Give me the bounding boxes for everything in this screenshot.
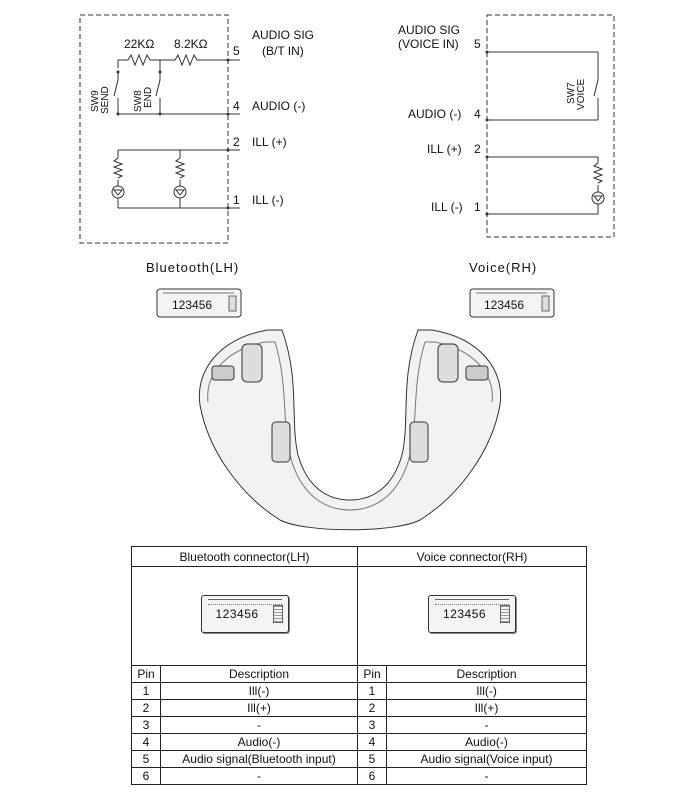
connector-lh-picture — [132, 567, 358, 666]
table-connector-rh-digits: 123456 — [443, 607, 487, 621]
connector-rh — [470, 289, 554, 317]
lh-sw9-label: SW9 — [90, 90, 101, 112]
schematic-lh — [80, 15, 240, 243]
lh-pin-cell: 5 — [132, 751, 161, 768]
table-connector-rh — [428, 595, 516, 633]
rh-desc-cell: - — [387, 717, 587, 734]
connector-rh-picture — [358, 567, 587, 666]
lh-pin-4: 4 — [233, 99, 240, 113]
lh-desc-cell: Ill(-) — [161, 683, 358, 700]
lh-desc-cell: Audio(-) — [161, 734, 358, 751]
col-desc-rh: Description — [387, 666, 587, 683]
rh-pin-cell: 4 — [358, 734, 387, 751]
rh-pin-cell: 2 — [358, 700, 387, 717]
connector-lh-digits: 123456 — [172, 298, 213, 312]
connector-rh-digits: 123456 — [484, 298, 525, 312]
rh-sw7-label: SW7 — [566, 82, 577, 104]
lh-sw8-name: END — [143, 86, 154, 108]
connector-lh — [157, 289, 241, 317]
rh-pin-cell: 6 — [358, 768, 387, 785]
rh-pin-2: 2 — [474, 142, 481, 156]
table-row — [132, 768, 587, 785]
rh-pin-5-label: AUDIO SIG — [398, 23, 461, 37]
lh-pin-4-label: AUDIO (-) — [252, 99, 306, 113]
rh-desc-cell: - — [387, 768, 587, 785]
lh-pin-5-label: AUDIO SIG — [252, 28, 315, 42]
rh-desc-cell: Ill(-) — [387, 683, 587, 700]
col-pin-lh: Pin — [132, 666, 161, 683]
rh-pin-cell: 3 — [358, 717, 387, 734]
lh-pin-5-label2: (B/T IN) — [262, 44, 304, 58]
lh-pin-5: 5 — [233, 44, 240, 58]
rh-pin-5-label2: (VOICE IN) — [398, 37, 459, 51]
lh-resistor-chain — [118, 55, 240, 68]
pin-table — [131, 546, 587, 785]
rh-pin-cell: 5 — [358, 751, 387, 768]
table-connector-lh — [201, 595, 289, 633]
lh-sw9-name: SEND — [100, 86, 111, 114]
lh-pin-1: 1 — [233, 193, 240, 207]
rh-sw7-name: VOICE — [576, 78, 587, 110]
lh-pin-2: 2 — [233, 135, 240, 149]
rh-pin-1: 1 — [474, 200, 481, 214]
schematic-rh — [487, 15, 614, 237]
lh-pin-cell: 4 — [132, 734, 161, 751]
lh-desc-cell: - — [161, 768, 358, 785]
lh-pin-cell: 6 — [132, 768, 161, 785]
rh-pin-4-label: AUDIO (-) — [408, 107, 462, 121]
lh-pin-cell: 3 — [132, 717, 161, 734]
table-row — [132, 717, 587, 734]
lh-desc-cell: Ill(+) — [161, 700, 358, 717]
lh-r1-label: 22KΩ — [124, 37, 155, 51]
lh-desc-cell: Audio signal(Bluetooth input) — [161, 751, 358, 768]
col-pin-rh: Pin — [358, 666, 387, 683]
lh-pin-cell: 2 — [132, 700, 161, 717]
table-header-lh: Bluetooth connector(LH) — [132, 547, 358, 567]
rh-pin-4: 4 — [474, 107, 481, 121]
rh-desc-cell: Ill(+) — [387, 700, 587, 717]
lh-desc-cell: - — [161, 717, 358, 734]
caption-bluetooth-lh: Bluetooth(LH) — [146, 260, 240, 275]
rh-pin-5: 5 — [474, 37, 481, 51]
rh-desc-cell: Audio(-) — [387, 734, 587, 751]
lh-pin-cell: 1 — [132, 683, 161, 700]
caption-voice-rh: Voice(RH) — [469, 260, 538, 275]
rh-pin-cell: 1 — [358, 683, 387, 700]
table-row — [132, 700, 587, 717]
lh-pin-2-label: ILL (+) — [252, 135, 287, 149]
table-row — [132, 751, 587, 768]
rh-pin-2-label: ILL (+) — [427, 142, 462, 156]
table-connector-lh-digits: 123456 — [215, 607, 259, 621]
table-header-rh: Voice connector(RH) — [358, 547, 587, 567]
col-desc-lh: Description — [161, 666, 358, 683]
table-row — [132, 734, 587, 751]
rh-pin-1-label: ILL (-) — [431, 200, 463, 214]
table-row — [132, 683, 587, 700]
rh-desc-cell: Audio signal(Voice input) — [387, 751, 587, 768]
lh-sw8-label: SW8 — [133, 90, 144, 112]
steering-wheel-switch-illustration — [199, 330, 500, 530]
lh-pin-1-label: ILL (-) — [252, 193, 284, 207]
lh-r2-label: 8.2KΩ — [174, 37, 208, 51]
